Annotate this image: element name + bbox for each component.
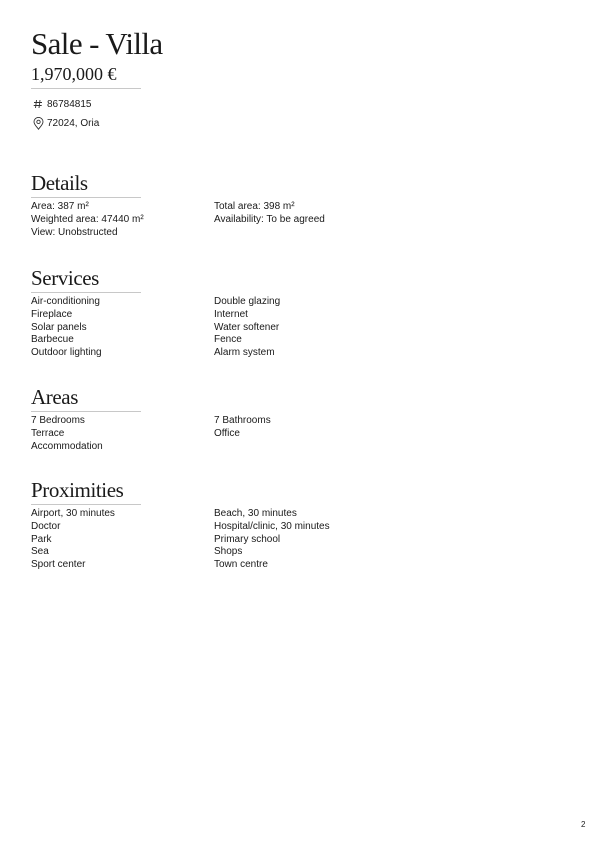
services-section [31,266,571,360]
services-divider [31,292,141,293]
areas-item: 7 Bedrooms [31,415,85,426]
details-item: Area: 387 m² [31,201,89,212]
details-heading: Details [31,171,88,195]
areas-divider [31,411,141,412]
services-item: Outdoor lighting [31,347,102,359]
details-item: Total area: 398 m² [214,201,295,212]
proximities-item: Sport center [31,559,86,571]
services-item: Double glazing [214,296,281,307]
reference-row [31,97,92,111]
services-item: Fireplace [31,308,73,320]
proximities-item: Hospital/clinic, 30 minutes [214,520,330,532]
areas-item: Accommodation [31,440,103,452]
areas-item: 7 Bathrooms [214,415,271,426]
reference-number: 86784815 [47,98,92,110]
areas-section [31,385,571,453]
services-item: Solar panels [31,321,87,333]
services-item: Air-conditioning [31,296,100,307]
services-item: Fence [214,334,242,346]
proximities-section [31,478,571,572]
proximities-item: Park [31,533,52,545]
listing-title: Sale - Villa [31,26,163,61]
proximities-item: Doctor [31,520,61,532]
services-heading: Services [31,266,99,290]
areas-list [31,415,571,453]
details-list [31,201,571,239]
details-section [31,171,571,239]
services-item: Alarm system [214,347,275,359]
details-divider [31,197,141,198]
proximities-list [31,508,571,572]
proximities-heading: Proximities [31,478,124,502]
details-item: Availability: To be agreed [214,213,325,225]
proximities-item: Town centre [214,559,268,571]
services-item: Barbecue [31,334,74,346]
hash-icon [31,97,45,111]
proximities-item: Primary school [214,533,281,545]
areas-item: Terrace [31,427,65,439]
services-item: Internet [214,308,248,320]
details-item: Weighted area: 47440 m² [31,213,144,225]
map-pin-icon [31,116,45,130]
location-text: 72024, Oria [47,117,100,129]
proximities-item: Beach, 30 minutes [214,508,297,519]
header-divider [31,88,141,89]
areas-item: Office [214,427,240,439]
page-number: 2 [581,820,586,829]
services-item: Water softener [214,321,280,333]
details-item: View: Unobstructed [31,226,118,238]
proximities-divider [31,504,141,505]
proximities-item: Sea [31,546,49,558]
location-row [31,116,99,130]
services-list [31,296,571,360]
proximities-item: Airport, 30 minutes [31,508,115,519]
listing-price: 1,970,000 € [31,64,117,84]
proximities-item: Shops [214,546,243,558]
areas-heading: Areas [31,385,78,409]
